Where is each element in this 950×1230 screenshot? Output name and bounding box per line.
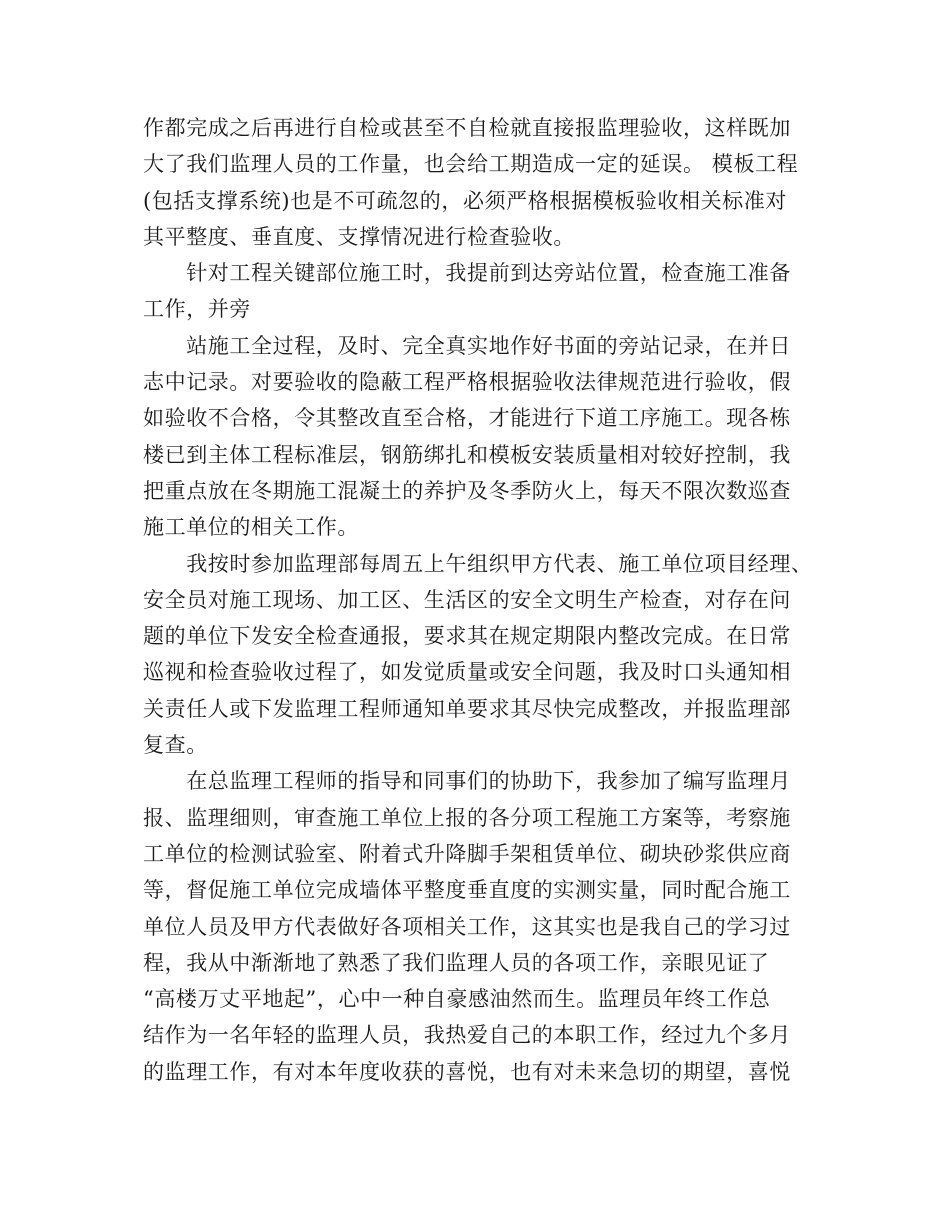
text-line: 关责任人或下发监理工程师通知单要求其尽快完成整改，并报监理部 xyxy=(143,696,791,721)
text-line: “高楼万丈平地起”，心中一种自豪感油然而生。监理员年终工作总 xyxy=(143,987,771,1012)
text-line: 作都完成之后再进行自检或甚至不自检就直接报监理验收，这样既加 xyxy=(143,116,791,140)
text-line: 单位人员及甲方代表做好各项相关工作，这其实也是我自己的学习过 xyxy=(143,914,791,939)
text-line: 报、监理细则，审查施工单位上报的各分项工程施工方案等，考察施 xyxy=(143,805,791,830)
text-line: 工作，并旁 xyxy=(143,297,251,322)
text-line: 如验收不合格，令其整改直至合格，才能进行下道工序施工。现各栋 xyxy=(143,406,791,431)
text-line: 站施工全过程，及时、完全真实地作好书面的旁站记录，在并日 xyxy=(143,333,791,358)
text-line: 复查。 xyxy=(143,733,208,758)
text-line: 志中记录。对要验收的隐蔽工程严格根据验收法律规范进行验收，假 xyxy=(143,370,791,395)
text-line: 把重点放在冬期施工混凝土的养护及冬季防火上，每天不限次数巡查 xyxy=(143,478,791,503)
text-line: 的监理工作，有对本年度收获的喜悦，也有对未来急切的期望，喜悦 xyxy=(143,1059,791,1084)
text-line: 在总监理工程师的指导和同事们的协助下，我参加了编写监理月 xyxy=(143,769,791,794)
text-line: 我按时参加监理部每周五上午组织甲方代表、施工单位项目经理、 xyxy=(143,551,813,576)
text-line: 针对工程关键部位施工时，我提前到达旁站位置，检查施工准备 xyxy=(143,261,791,286)
text-line: 巡视和检查验收过程了，如发觉质量或安全问题，我及时口头通知相 xyxy=(143,660,791,685)
text-line: 程，我从中渐渐地了熟悉了我们监理人员的各项工作，亲眼见证了 xyxy=(143,950,770,975)
text-line: 安全员对施工现场、加工区、生活区的安全文明生产检查，对存在问 xyxy=(143,587,791,612)
text-line: 工单位的检测试验室、附着式升降脚手架租赁单位、砌块砂浆供应商 xyxy=(143,841,791,866)
text-line: 等，督促施工单位完成墙体平整度垂直度的实测实量，同时配合施工 xyxy=(143,878,791,903)
text-line: 结作为一名年轻的监理人员，我热爱自己的本职工作，经过九个多月 xyxy=(143,1023,791,1048)
text-line: 大了我们监理人员的工作量，也会给工期造成一定的延误。 模板工程 xyxy=(143,152,799,177)
text-line: 其平整度、垂直度、支撑情况进行检查验收。 xyxy=(143,224,575,249)
text-line: 施工单位的相关工作。 xyxy=(143,515,359,540)
text-line: 楼已到主体工程标准层，钢筋绑扎和模板安装质量相对较好控制，我 xyxy=(143,442,791,467)
text-line: 题的单位下发安全检查通报，要求其在规定期限内整改完成。在日常 xyxy=(143,624,791,649)
body-text xyxy=(143,110,813,1090)
text-line: (包括支撑系统)也是不可疏忽的，必须严格根据模板验收相关标准对 xyxy=(143,188,787,213)
